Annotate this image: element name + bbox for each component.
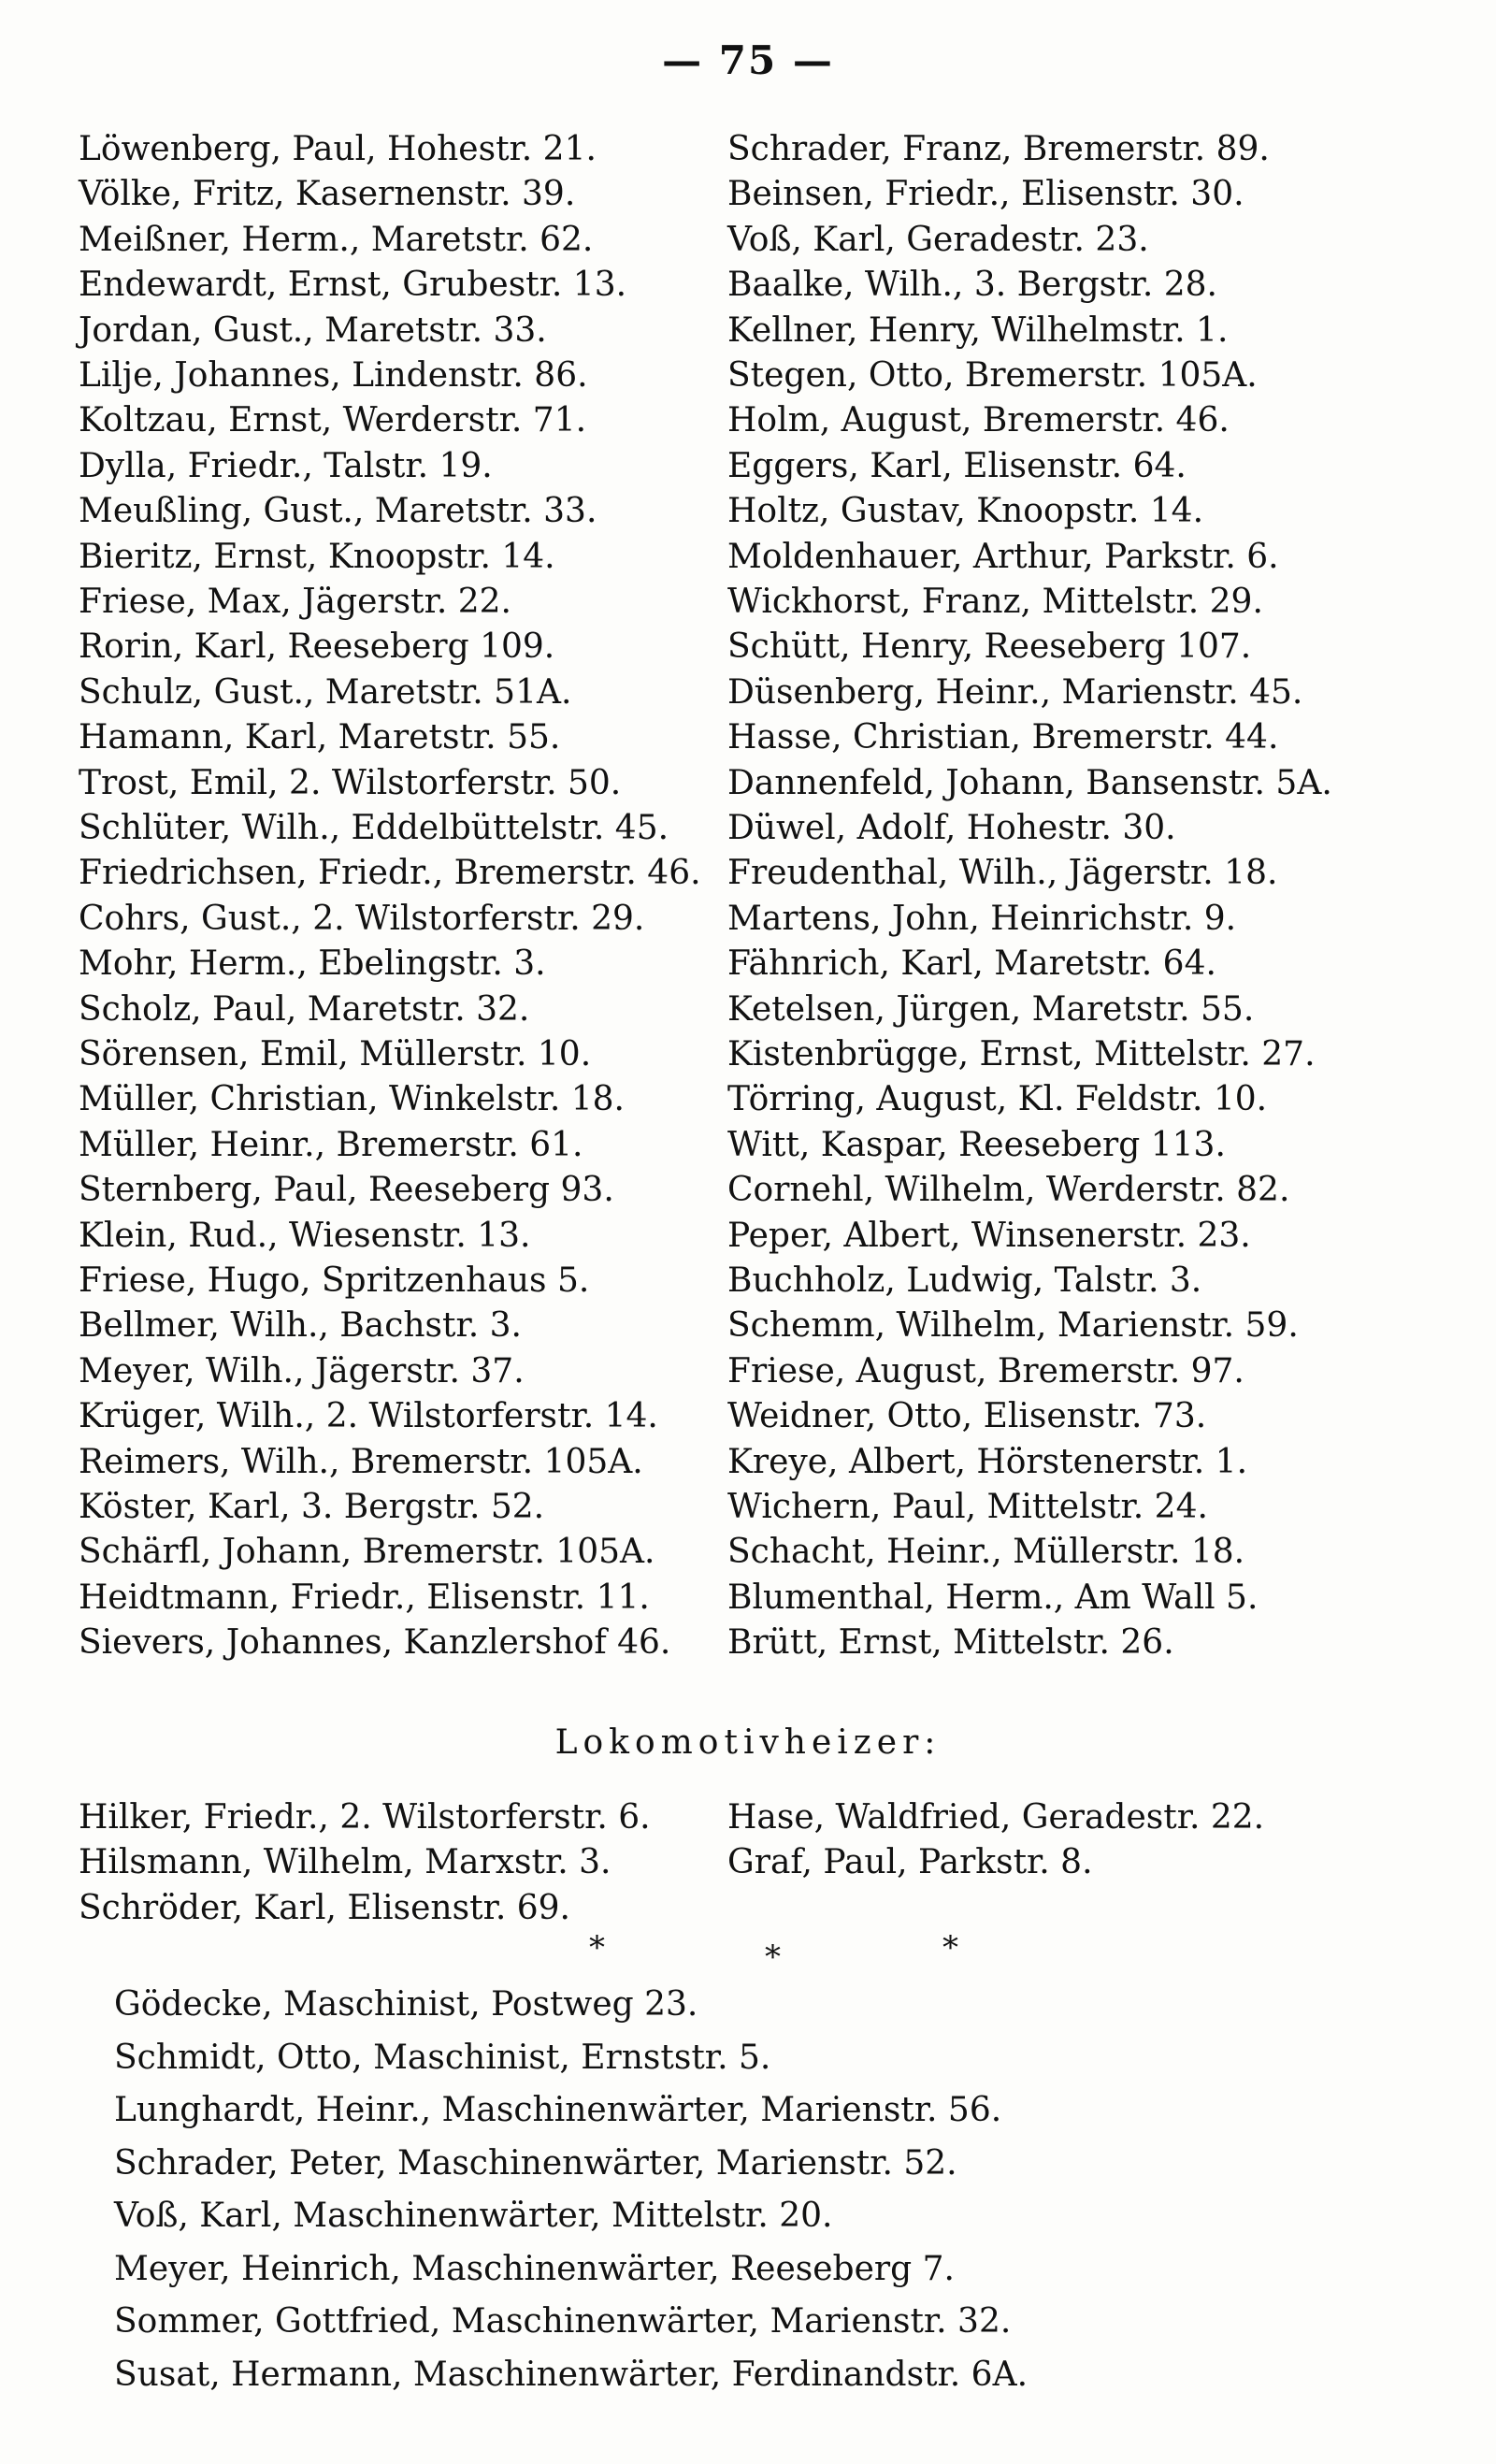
separator-star: * [942,1929,958,1967]
list-entry: Dannenfeld, Johann, Bansenstr. 5A. [727,763,1332,802]
list-entry: Bieritz, Ernst, Knoopstr. 14. [79,537,555,576]
list-entry: Sievers, Johannes, Kanzlershof 46. [79,1623,671,1663]
list-entry: Voß, Karl, Maschinenwärter, Mittelstr. 20. [114,2197,833,2235]
list-entry: Cohrs, Gust., 2. Wilstorferstr. 29. [79,899,645,938]
separator-star: * [589,1929,605,1967]
list-entry: Kellner, Henry, Wilhelmstr. 1. [727,310,1229,350]
list-entry: Brütt, Ernst, Mittelstr. 26. [727,1623,1174,1663]
list-entry: Friese, Hugo, Spritzenhaus 5. [79,1261,590,1300]
list-entry: Holm, August, Bremerstr. 46. [727,401,1230,440]
list-entry: Meißner, Herm., Maretstr. 62. [79,220,594,259]
section-heading: Lokomotivheizer: [554,1723,942,1762]
list-entry: Schrader, Franz, Bremerstr. 89. [727,130,1270,168]
list-entry: Stegen, Otto, Bremerstr. 105A. [727,356,1258,395]
list-entry: Kreye, Albert, Hörstenerstr. 1. [727,1442,1248,1481]
list-entry: Schulz, Gust., Maretstr. 51A. [79,672,572,712]
separator-star: * [765,1938,781,1976]
list-entry: Klein, Rud., Wiesenstr. 13. [79,1216,531,1255]
list-entry: Lunghardt, Heinr., Maschinenwärter, Marienstr. 56. [114,2091,1002,2129]
list-entry: Blumenthal, Herm., Am Wall 5. [727,1578,1259,1617]
list-entry: Beinsen, Friedr., Elisenstr. 30. [727,175,1244,214]
list-entry: Buchholz, Ludwig, Talstr. 3. [727,1261,1202,1300]
list-entry: Voß, Karl, Geradestr. 23. [727,220,1149,259]
list-entry: Rorin, Karl, Reeseberg 109. [79,627,555,667]
list-entry: Meußling, Gust., Maretstr. 33. [79,492,597,531]
list-entry: Holtz, Gustav, Knoopstr. 14. [727,492,1204,531]
list-entry: Schrader, Peter, Maschinenwärter, Marienstr. 52. [114,2143,957,2183]
list-entry: Hase, Waldfried, Geradestr. 22. [727,1798,1265,1837]
list-entry: Gödecke, Maschinist, Postweg 23. [114,1985,698,2024]
list-entry: Sommer, Gottfried, Maschinenwärter, Marienstr. 32. [114,2302,1012,2341]
list-entry: Sternberg, Paul, Reeseberg 93. [79,1171,614,1210]
list-entry: Cornehl, Wilhelm, Werderstr. 82. [727,1171,1290,1210]
list-entry: Löwenberg, Paul, Hohestr. 21. [79,130,597,168]
list-entry: Meyer, Wilh., Jägerstr. 37. [79,1351,525,1391]
list-entry: Peper, Albert, Winsenerstr. 23. [727,1216,1251,1255]
list-entry: Graf, Paul, Parkstr. 8. [727,1843,1093,1882]
list-entry: Koltzau, Ernst, Werderstr. 71. [79,401,587,440]
list-entry: Moldenhauer, Arthur, Parkstr. 6. [727,537,1279,576]
list-entry: Martens, John, Heinrichstr. 9. [727,899,1237,938]
list-entry: Törring, August, Kl. Feldstr. 10. [727,1080,1268,1119]
list-entry: Völke, Fritz, Kasernenstr. 39. [79,175,576,214]
list-entry: Eggers, Karl, Elisenstr. 64. [727,446,1187,485]
list-entry: Friese, August, Bremerstr. 97. [727,1351,1244,1391]
list-entry: Friese, Max, Jägerstr. 22. [79,583,511,621]
list-entry: Hilsmann, Wilhelm, Marxstr. 3. [79,1843,611,1882]
list-entry: Hamann, Karl, Maretstr. 55. [79,718,561,757]
list-entry: Schacht, Heinr., Müllerstr. 18. [727,1533,1245,1572]
list-entry: Witt, Kaspar, Reeseberg 113. [727,1125,1226,1164]
list-entry: Schmidt, Otto, Maschinist, Ernststr. 5. [114,2038,771,2077]
list-entry: Düwel, Adolf, Hohestr. 30. [727,809,1176,847]
list-entry: Bellmer, Wilh., Bachstr. 3. [79,1306,522,1346]
list-entry: Baalke, Wilh., 3. Bergstr. 28. [727,266,1217,305]
list-entry: Fähnrich, Karl, Maretstr. 64. [727,944,1216,984]
list-entry: Schemm, Wilhelm, Marienstr. 59. [727,1306,1299,1346]
separator-stars [0,1922,1496,1976]
list-entry: Jordan, Gust., Maretstr. 33. [79,310,547,350]
list-entry: Düsenberg, Heinr., Marienstr. 45. [727,672,1303,712]
list-entry: Heidtmann, Friedr., Elisenstr. 11. [79,1578,650,1617]
list-entry: Müller, Christian, Winkelstr. 18. [79,1080,625,1119]
list-entry: Freudenthal, Wilh., Jägerstr. 18. [727,854,1278,893]
list-entry: Müller, Heinr., Bremerstr. 61. [79,1125,583,1164]
list-entry: Meyer, Heinrich, Maschinenwärter, Reeseberg 7. [114,2249,955,2288]
list-entry: Wickhorst, Franz, Mittelstr. 29. [727,583,1263,621]
list-entry: Dylla, Friedr., Talstr. 19. [79,446,493,485]
list-entry: Schärfl, Johann, Bremerstr. 105A. [79,1533,655,1572]
list-entry: Lilje, Johannes, Lindenstr. 86. [79,356,588,395]
list-entry: Friedrichsen, Friedr., Bremerstr. 46. [79,854,701,893]
list-entry: Endewardt, Ernst, Grubestr. 13. [79,266,627,305]
list-entry: Hasse, Christian, Bremerstr. 44. [727,718,1279,757]
list-entry: Sörensen, Emil, Müllerstr. 10. [79,1035,592,1073]
list-entry: Krüger, Wilh., 2. Wilstorferstr. 14. [79,1397,658,1436]
list-entry: Köster, Karl, 3. Bergstr. 52. [79,1488,545,1526]
list-entry: Wichern, Paul, Mittelstr. 24. [727,1488,1208,1526]
list-entry: Schlüter, Wilh., Eddelbüttelstr. 45. [79,809,669,847]
list-entry: Reimers, Wilh., Bremerstr. 105A. [79,1442,643,1481]
list-entry: Scholz, Paul, Maretstr. 32. [79,989,530,1029]
list-entry: Ketelsen, Jürgen, Maretstr. 55. [727,989,1255,1029]
list-entry: Weidner, Otto, Elisenstr. 73. [727,1397,1207,1436]
list-entry: Trost, Emil, 2. Wilstorferstr. 50. [79,763,622,802]
list-entry: Mohr, Herm., Ebelingstr. 3. [79,944,546,984]
list-entry: Schütt, Henry, Reeseberg 107. [727,627,1252,667]
list-entry: Susat, Hermann, Maschinenwärter, Ferdinandstr. 6A. [114,2355,1028,2394]
list-entry: Hilker, Friedr., 2. Wilstorferstr. 6. [79,1798,651,1837]
page-number: — 75 — [662,37,834,83]
list-entry: Kistenbrügge, Ernst, Mittelstr. 27. [727,1035,1316,1073]
list-entry: Schröder, Karl, Elisenstr. 69. [79,1888,570,1927]
